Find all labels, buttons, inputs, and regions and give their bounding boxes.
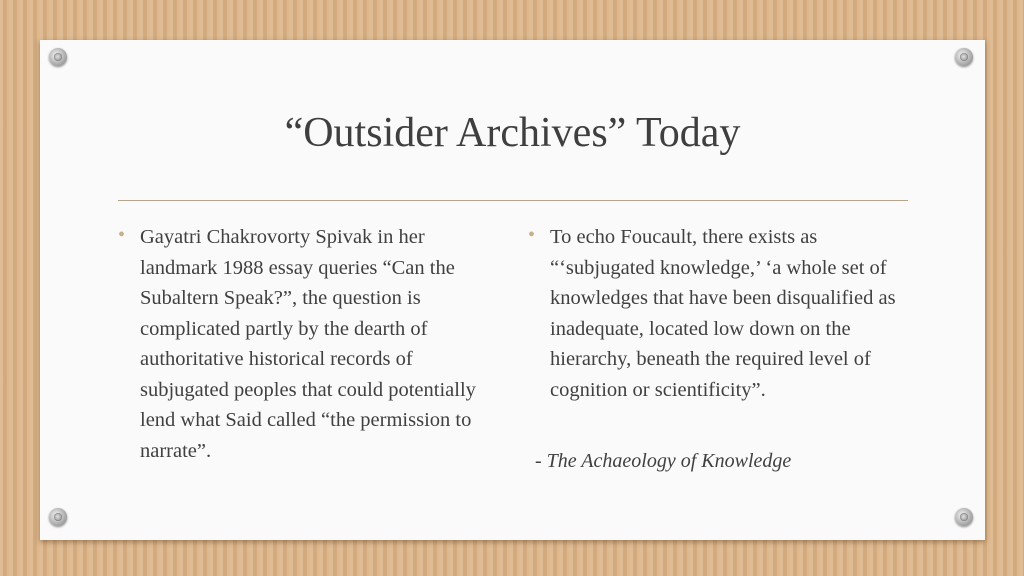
bullet-icon: • [528, 224, 536, 246]
left-bullet-item [118, 222, 500, 466]
right-column [528, 222, 920, 405]
screw-top-right-icon [955, 48, 973, 66]
screw-bottom-right-icon [955, 508, 973, 526]
citation-title: The Achaeology of Knowledge [546, 450, 792, 472]
screw-bottom-left-icon [49, 508, 67, 526]
left-column [118, 222, 500, 466]
citation-dash: - [535, 450, 547, 472]
right-bullet-text: To echo Foucault, there exists as “‘subjugated knowledge,’ ‘a whole set of knowledges that have been disqualified as inadequate, located low down on the hierarchy, beneath the required level of cognition or scientificity”. [550, 226, 896, 401]
right-bullet-item [528, 222, 920, 405]
slide-card [40, 40, 985, 540]
bullet-icon: • [118, 224, 126, 246]
screw-top-left-icon [49, 48, 67, 66]
left-bullet-text: Gayatri Chakrovorty Spivak in her landmark 1988 essay queries “Can the Subaltern Speak?”, the question is complicated partly by the dearth of authoritative historical records of subjugated peoples that could potentially lend what Said called “the permission to narrate”. [140, 226, 476, 462]
citation [535, 450, 791, 473]
title-divider [118, 200, 908, 201]
slide-title: “Outsider Archives” Today [284, 110, 741, 156]
